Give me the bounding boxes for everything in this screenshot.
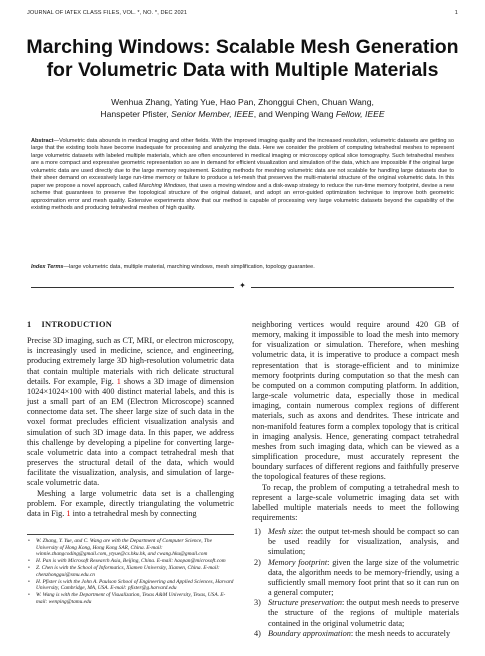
requirement-item [252, 629, 459, 639]
index-terms [31, 264, 454, 271]
divider-diamond-icon: ✦ [236, 281, 249, 291]
divider-line-right [251, 287, 454, 288]
footnote-item: • H. Pan is with Microsoft Research Asia, Beijing, China. E-mail: haopan@microsoft.com [27, 558, 234, 565]
abstract-text-2: , that uses a moving window and a disk-swap strategy to reduce the run-time memory footprint, devise a new scheme that guarantees to preserve the topological structure of the original dataset, and adopt an error-guided optimization technique to improve both geometric approximation error and mesh quality. Extensive experiments show that our method is capable of processing very large volumetric datasets beyond the capability of the existing methods and producing tetrahedral meshes of high quality. [31, 182, 454, 212]
divider-line-left [31, 287, 234, 288]
author-block [20, 96, 465, 120]
author-pfister: Hanspeter Pfister, [100, 109, 172, 119]
index-terms-label: Index Terms [31, 264, 64, 270]
index-terms-text: —large volumetric data, multiple material, marching windows, mesh simplification, topology guarantee. [63, 264, 315, 270]
requirement-item [252, 527, 459, 557]
intro-paragraph-2 [27, 489, 234, 519]
intro-p2-text-b: into a tetrahedral mesh by connecting [70, 508, 197, 518]
journal-name: JOURNAL OF IATEX CLASS FILES, VOL. *, NO. *, DEC 2021 [27, 10, 188, 16]
requirement-term: Boundary approximation [268, 628, 351, 638]
author-title-fellow: Fellow, IEEE [335, 109, 385, 119]
abstract-label: Abstract [31, 138, 54, 144]
intro-paragraph-3: neighboring vertices would require around 420 GB of memory, making it impossible to load the mesh into memory for visualization or simulation. Therefore, when meshing volumetric data, it is imperative to produce a compact mesh representation that is storage-efficient and to minimize memory footprints during computation so that the mesh can be computed on a common computing platform. In addition, large-scale volumetric data, especially those in medical imaging, contain numerous complex regions of different materials, such as axons and dendrites. These intricate and non-manifold features form a complex topology that is critical in imaging analysis. Hence, generating compact tetrahedral meshes from such imaging data, which can be viewed as a simplification procedure, must accurately represent the boundary surfaces of different regions and faithfully preserve the topological features of these regions. [252, 320, 459, 482]
requirements-list [252, 527, 459, 639]
intro-p2-text-a: Meshing a large volumetric data set is a challenging problem. For example, directly triangulating the volumetric data in Fig. [27, 488, 234, 518]
requirement-term: Mesh size [268, 527, 301, 537]
requirement-term: Structure preservation [268, 598, 342, 608]
intro-paragraph-1 [27, 336, 234, 488]
right-column [252, 320, 459, 639]
figure-ref-link[interactable]: 1 [116, 376, 121, 386]
section-divider [31, 281, 454, 290]
abstract [31, 138, 454, 213]
requirement-term: Memory footprint [268, 557, 328, 567]
left-column [27, 320, 234, 519]
intro-paragraph-4: To recap, the problem of computing a tetrahedral mesh to represent a large-scale volumetric imaging data set with labelled multiple materials needs to meet the following requirements: [252, 482, 459, 522]
requirement-text: : the output mesh needs to preserve the structure of the regions of multiple materials contained in the original volumetric data; [268, 598, 459, 628]
abstract-text-1: —Volumetric data abounds in medical imaging and other fields. With the improved imaging quality and the increased resolution, volumetric datasets are getting so large that the existing tools have become inadequate for processing and analyzing the data. Here we consider the problem of computing tetrahedral meshes to represent large volumetric datasets with labeled multiple materials, which are often encountered in medical imaging or microscopy optical slice tomography. Such tetrahedral meshes are a more compact and expressive geometric representation so are in demand for efficient visualization and simulation of the data, which are impossible if the original large volumetric data are used directly due to the large memory requirement. Existing methods for meshing volumetric data are not scalable for handling large datasets due to their sheer demand on excessively large run-time memory or failure to produce a tet-mesh that preserves the multi-material structure of the original volumetric data. In this paper we propose a novel approach, called [31, 138, 454, 189]
figure-ref-link[interactable]: 1 [66, 508, 71, 518]
author-title-senior: Senior Member, IEEE [171, 109, 254, 119]
requirement-number: 4) [254, 628, 261, 638]
requirement-number: 3) [254, 598, 261, 608]
page-number: 1 [454, 10, 458, 16]
requirement-number: 2) [254, 557, 261, 567]
running-header [27, 10, 458, 20]
section-number: 1 [27, 320, 32, 329]
requirement-item [252, 598, 459, 628]
author-line-2 [20, 108, 465, 120]
author-footnotes [27, 534, 234, 606]
intro-p1-text-b: shows a 3D image of dimension 1024×1024×100 with 400 distinct material labels, and this is just a small part of an EM (Electron Microscope) scanned connectome data set. The sheer large size of such data in the voxel format precludes efficient visualization analysis and simulation of such 3D image data. In this paper, we address this challenge by developing a pipeline for converting large-scale volumetric data into a compact tetrahedral mesh that preserves the structural detail of the data, which would facilitate the visualization, analysis, and simulation of large-scale volumetric data. [27, 376, 234, 488]
intro-p1-text-a: Precise 3D imaging, such as CT, MRI, or electron microscopy, is increasingly used in medicine, science, and engineering, producing extremely large 3D high-resolution volumetric data that contain multiple materials with rich delicate structural details. For example, Fig. [27, 336, 234, 386]
paper-title: Marching Windows: Scalable Mesh Generation for Volumetric Data with Multiple Materials [26, 36, 459, 81]
requirement-number: 1) [254, 527, 261, 537]
requirement-text: : given the large size of the volumetric data, the algorithm needs to be memory-friendly, using a sufficiently small memory foot print that so it can run on a general computer; [268, 557, 460, 598]
author-line-1: Wenhua Zhang, Yating Yue, Hao Pan, Zhonggui Chen, Chuan Wang, [111, 97, 374, 107]
requirement-text: : the mesh needs to accurately [350, 628, 451, 638]
section-heading [27, 320, 234, 330]
requirement-item [252, 558, 459, 599]
footnote-item: • W. Zhang, Y. Yue, and C. Wang are with the Department of Computer Science, The University of Hong Kong, Hong Kong SAR, China. E-mail: winnie.zhangcoding@gmail.com, ytyue@cs.hku.hk, and cwang.hku@gmail.com [27, 538, 234, 558]
requirement-text: : the output tet-mesh should be compact so can be used readily for visualization, analysis, and simulation; [268, 527, 459, 557]
author-wang: , and Wenping Wang [253, 109, 336, 119]
abstract-method-name: Marching Windows [139, 182, 186, 189]
section-title: INTRODUCTION [41, 320, 113, 329]
footnote-item: • H. Pfister is with the John A. Paulson School of Engineering and Applied Sciences, Harvard University, Cambridge, MA, USA. E-mail: pfister@g.harvard.edu [27, 579, 234, 592]
footnote-item: • W. Wang is with the Department of Visualization, Texas A&M University, Texas, USA. E-mail: wenping@tamu.edu [27, 592, 234, 605]
footnote-item: • Z. Chen is with the School of Informatics, Xiamen University, Xiamen, China. E-mail: chenzhonggui@xmu.edu.cn [27, 565, 234, 578]
